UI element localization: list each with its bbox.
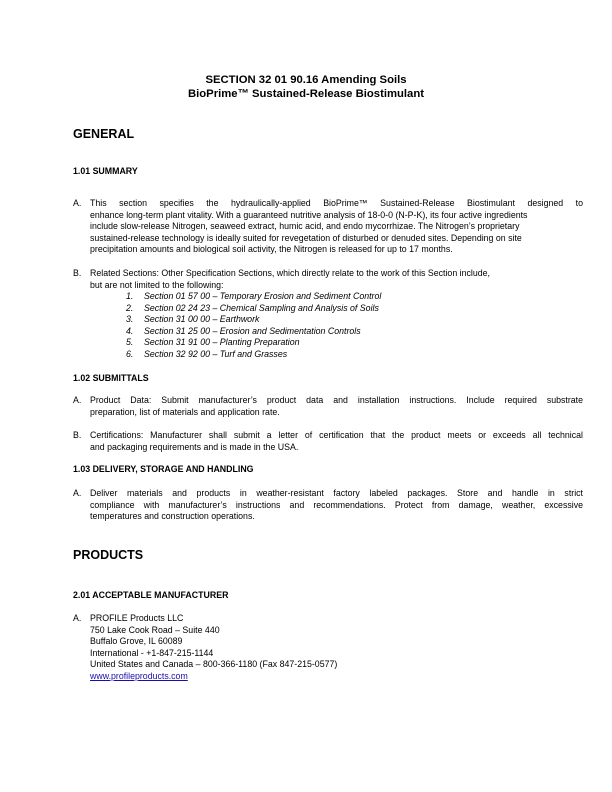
list-text: Section 32 92 00 – Turf and Grasses bbox=[144, 348, 288, 359]
us-canada-phone: United States and Canada – 800-366-1180 (Fax 847-215-0577) bbox=[90, 659, 338, 670]
text-line: include slow-release Nitrogen, seaweed extract, humic acid, and endo mycorrhizae. The Nitrogen’s proprietary bbox=[90, 221, 520, 232]
submittals-item-b bbox=[73, 430, 583, 453]
text-line: compliance with manufacturer’s instructions and recommendations. Protect from damage, weather, excessive bbox=[90, 499, 583, 510]
text-line: enhance long-term plant vitality. With a guaranteed nutritive analysis of 18-0-0 (N-P-K), its four active ingredients bbox=[90, 209, 528, 220]
text-line: and packaging requirements and is made in the USA. bbox=[90, 441, 299, 452]
list-text: Section 01 57 00 – Temporary Erosion and Sediment Control bbox=[144, 291, 382, 301]
products-heading: PRODUCTS bbox=[73, 548, 144, 562]
manufacturer-heading: 2.01 ACCEPTABLE MANUFACTURER bbox=[73, 590, 229, 600]
summary-item-b bbox=[73, 268, 583, 291]
list-text: Section 31 25 00 – Erosion and Sedimentation Controls bbox=[144, 325, 361, 336]
international-phone: International - +1-847-215-1144 bbox=[90, 647, 214, 658]
text-line: This section specifies the hydraulically-applied BioPrime™ Sustained-Release Biostimulant designed to bbox=[90, 198, 583, 208]
item-text bbox=[90, 198, 583, 256]
product-title: BioPrime™ Sustained-Release Biostimulant bbox=[187, 88, 425, 100]
related-sections-list bbox=[126, 291, 381, 361]
item-text bbox=[90, 268, 583, 291]
delivery-item-a bbox=[73, 488, 583, 523]
item-text bbox=[90, 395, 583, 418]
item-label: A. bbox=[73, 198, 82, 208]
list-item bbox=[126, 349, 381, 361]
submittals-heading: 1.02 SUBMITTALS bbox=[73, 373, 149, 383]
delivery-heading: 1.03 DELIVERY, STORAGE AND HANDLING bbox=[73, 464, 254, 474]
list-text: Section 31 00 00 – Earthwork bbox=[144, 314, 260, 325]
list-number: 4. bbox=[126, 325, 134, 336]
list-item bbox=[126, 314, 381, 326]
manufacturer-address bbox=[90, 613, 337, 683]
summary-item-a bbox=[73, 198, 583, 256]
summary-heading: 1.01 SUMMARY bbox=[73, 166, 138, 176]
list-number: 6. bbox=[126, 348, 134, 359]
section-title: SECTION 32 01 90.16 Amending Soils bbox=[205, 74, 407, 86]
website-link[interactable]: www.profileproducts.com bbox=[90, 670, 188, 681]
item-label: B. bbox=[73, 430, 82, 440]
text-line: Product Data: Submit manufacturer’s product data and installation instructions. Include required substrate bbox=[90, 395, 583, 405]
list-number: 5. bbox=[126, 337, 134, 348]
item-text bbox=[90, 488, 583, 523]
item-label: A. bbox=[73, 488, 82, 498]
list-text: Section 31 91 00 – Planting Preparation bbox=[144, 337, 300, 348]
text-line: Deliver materials and products in weather-resistant factory labeled packages. Store and handle in strict bbox=[90, 488, 583, 498]
list-item bbox=[126, 291, 381, 303]
item-text bbox=[90, 430, 583, 453]
text-line: Related Sections: Other Specification Sections, which directly relate to the work of this Section include, bbox=[90, 268, 490, 278]
list-item bbox=[126, 303, 381, 315]
text-line: precipitation amounts and biological soil activity, the Nitrogen is released for up to 17 months. bbox=[90, 244, 453, 255]
company-name: PROFILE Products LLC bbox=[90, 613, 184, 623]
text-line: preparation, list of materials and application rate. bbox=[90, 406, 280, 417]
item-label: A. bbox=[73, 613, 82, 623]
list-number: 2. bbox=[126, 302, 134, 313]
list-text: Section 02 24 23 – Chemical Sampling and Analysis of Soils bbox=[144, 302, 379, 313]
list-number: 1. bbox=[126, 291, 134, 301]
city-address: Buffalo Grove, IL 60089 bbox=[90, 636, 183, 647]
item-label: B. bbox=[73, 268, 82, 278]
text-line: but are not limited to the following: bbox=[90, 279, 224, 290]
street-address: 750 Lake Cook Road – Suite 440 bbox=[90, 624, 220, 635]
text-line: sustained-release technology is ideally suited for revegetation of disturbed or denuded sites. Depending on site bbox=[90, 232, 522, 243]
submittals-item-a bbox=[73, 395, 583, 418]
item-label: A. bbox=[73, 395, 82, 405]
list-number: 3. bbox=[126, 314, 134, 325]
list-item bbox=[126, 337, 381, 349]
text-line: temperatures and construction operations. bbox=[90, 511, 255, 522]
general-heading: GENERAL bbox=[73, 127, 135, 141]
text-line: Certifications: Manufacturer shall submit a letter of certification that the product meets or exceeds all technical bbox=[90, 430, 583, 440]
list-item bbox=[126, 326, 381, 338]
